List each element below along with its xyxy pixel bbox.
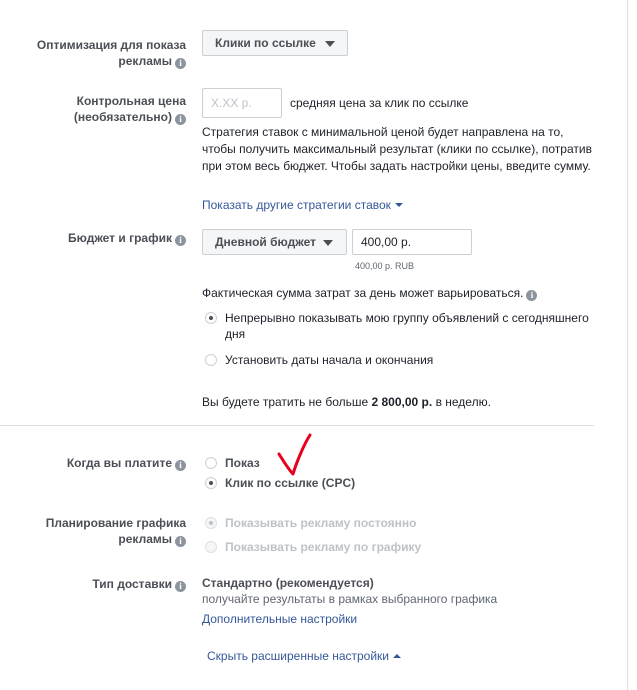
bid-cap-label-text: Контрольная цена (необязательно) bbox=[73, 94, 186, 124]
radio-set-dates[interactable] bbox=[205, 354, 217, 366]
delivery-hint: получайте результаты в рамках выбранного графика bbox=[202, 592, 498, 606]
radio-continuous[interactable] bbox=[205, 312, 217, 324]
weekly-spend-text bbox=[202, 394, 491, 411]
bid-cap-suffix: средняя цена за клик по ссылке bbox=[290, 96, 469, 110]
delivery-value: Стандартно (рекомендуется) bbox=[202, 576, 374, 590]
radio-run-always-label[interactable]: Показывать рекламу постоянно bbox=[225, 516, 417, 530]
info-icon[interactable]: i bbox=[175, 58, 186, 69]
budget-label-text: Бюджет и график bbox=[67, 231, 172, 245]
radio-run-schedule[interactable] bbox=[205, 541, 217, 553]
bid-cap-description: Стратегия ставок с минимальной ценой будет направлена на то, чтобы получить максимальный результат (клики по ссылке), потратив при этом весь бюджет. Чтобы задать настройки цены, введите сумму. bbox=[202, 125, 592, 173]
delivery-label-text: Тип доставки bbox=[92, 577, 172, 591]
more-strategies-link[interactable] bbox=[202, 197, 403, 213]
right-border bbox=[627, 0, 628, 690]
weekly-spend-prefix: Вы будете тратить не больше bbox=[202, 395, 369, 409]
budget-label bbox=[40, 230, 186, 246]
radio-cpc-label[interactable]: Клик по ссылке (CPC) bbox=[225, 476, 356, 490]
budget-type-dropdown[interactable] bbox=[202, 229, 347, 255]
budget-note-text: Фактическая сумма затрат за день может варьироваться. bbox=[202, 286, 524, 300]
schedule-label bbox=[30, 515, 186, 547]
optimization-label bbox=[20, 37, 186, 69]
optimization-label-text: Оптимизация для показа рекламы bbox=[36, 38, 186, 68]
chevron-down-icon bbox=[323, 240, 333, 246]
bid-cap-input[interactable] bbox=[202, 88, 282, 118]
weekly-spend-amount: 2 800,00 р. bbox=[371, 395, 433, 409]
chevron-down-icon bbox=[395, 203, 403, 207]
budget-type-value: Дневной бюджет bbox=[215, 235, 316, 249]
info-icon[interactable]: i bbox=[526, 290, 537, 301]
info-icon[interactable]: i bbox=[175, 235, 186, 246]
section-divider bbox=[0, 425, 594, 426]
delivery-label bbox=[40, 576, 186, 592]
info-icon[interactable]: i bbox=[175, 460, 186, 471]
hide-advanced-link-text: Скрыть расширенные настройки bbox=[207, 649, 390, 663]
info-icon[interactable]: i bbox=[175, 536, 186, 547]
charge-label bbox=[40, 455, 186, 471]
checkmark-annotation-icon bbox=[276, 432, 316, 476]
more-strategies-link-text: Показать другие стратегии ставок bbox=[202, 198, 391, 212]
schedule-label-text: Планирование графика рекламы bbox=[45, 516, 186, 546]
budget-amount-value: 400,00 р. bbox=[361, 235, 412, 249]
budget-amount-hint: 400,00 р. RUB bbox=[355, 261, 415, 271]
radio-impression-label[interactable]: Показ bbox=[225, 456, 260, 470]
info-icon[interactable]: i bbox=[175, 114, 186, 125]
radio-run-schedule-label[interactable]: Показывать рекламу по графику bbox=[225, 540, 422, 554]
radio-impression[interactable] bbox=[205, 457, 217, 469]
chevron-down-icon bbox=[325, 41, 335, 47]
optimization-value: Клики по ссылке bbox=[215, 36, 316, 50]
hide-advanced-link[interactable] bbox=[207, 648, 401, 664]
radio-run-always[interactable] bbox=[205, 517, 217, 529]
info-icon[interactable]: i bbox=[175, 581, 186, 592]
radio-cpc[interactable] bbox=[205, 477, 217, 489]
charge-label-text: Когда вы платите bbox=[66, 456, 172, 470]
budget-amount-input[interactable] bbox=[352, 229, 472, 255]
weekly-spend-suffix: в неделю. bbox=[435, 395, 491, 409]
chevron-up-icon bbox=[393, 654, 401, 658]
bid-cap-label bbox=[40, 93, 186, 125]
radio-continuous-label[interactable]: Непрерывно показывать мою группу объявлений с сегодняшнего дня bbox=[225, 311, 589, 341]
radio-set-dates-label[interactable]: Установить даты начала и окончания bbox=[225, 353, 434, 367]
more-settings-link[interactable]: Дополнительные настройки bbox=[202, 612, 358, 626]
budget-note bbox=[202, 285, 537, 302]
optimization-dropdown[interactable] bbox=[202, 30, 348, 56]
